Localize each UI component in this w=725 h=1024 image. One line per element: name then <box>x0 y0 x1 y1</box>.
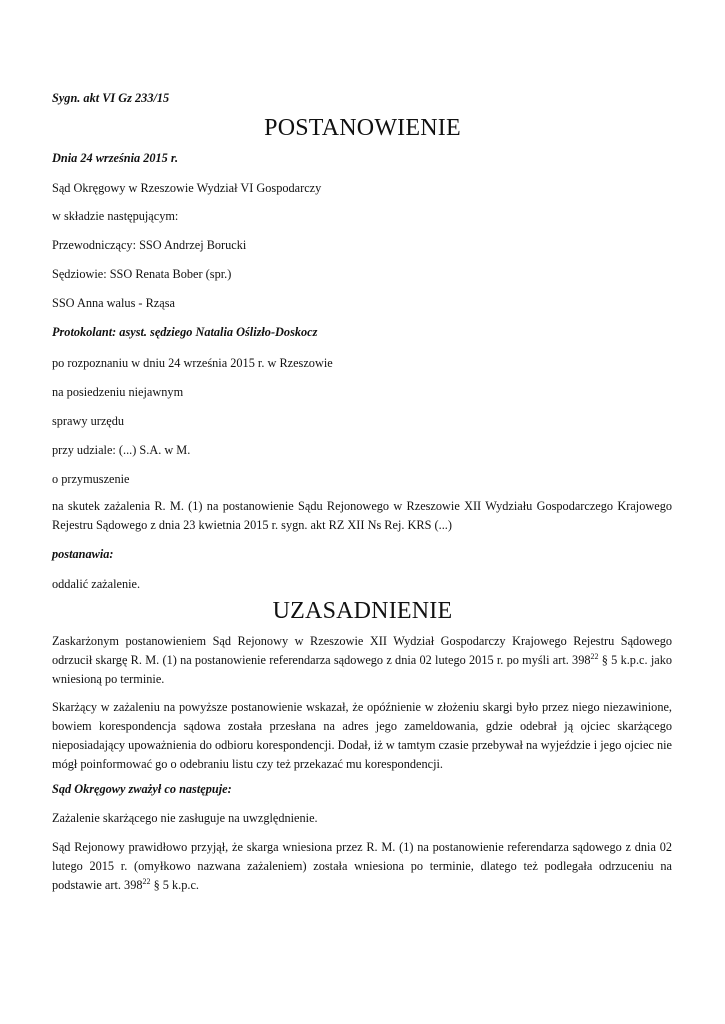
justification-title: UZASADNIENIE <box>272 598 453 624</box>
decides-label: postanawia: <box>52 547 114 561</box>
participation-line: przy udziale: (...) S.A. w M. <box>52 443 191 457</box>
court-name: Sąd Okręgowy w Rzeszowie Wydział VI Gospodarczy <box>52 181 322 195</box>
session-line: na posiedzeniu niejawnym <box>52 385 184 399</box>
case-line: sprawy urzędu <box>52 414 125 428</box>
presiding-judge: Przewodniczący: SSO Andrzej Borucki <box>52 238 247 252</box>
date-line: Dnia 24 września 2015 r. <box>52 151 179 165</box>
justification-paragraph-4: Sąd Rejonowy prawidłowo przyjął, że skarga wniesiona przez R. M. (1) na postanowienie referendarza sądowego z dnia 02 lutego 2015 r. (omyłkowo nazwana zażaleniem) została wniesiona po terminie, dlatego też podlegała odrzuceniu na podstawie art. $398^{22}$ § 5 k.p.c. <box>52 840 672 892</box>
subject-line: o przymuszenie <box>52 472 130 486</box>
judge-second: SSO Anna walus - Rząsa <box>52 296 175 310</box>
complaint-paragraph: na skutek zażalenia R. M. (1) na postanowienie Sądu Rejonowego w Rzeszowie XII Wydziału Gospodarczego Krajowego Rejestru Sądowego z dnia 23 kwietnia 2015 r. sygn. akt RZ XII Ns Rej. KRS (...) <box>52 499 672 532</box>
justification-paragraph-2: Skarżący w zażaleniu na powyższe postanowienie wskazał, że opóźnienie w złożeniu skargi było przez niego niezawinione, bowiem korespondencja sądowa została przesłana na adres jego zameldowania, gdzie odebrał ją ojciec skarżącego nieposiadający upoważnienia do odbioru korespondencji. Dodał, iż w tamtym czasie przebywał na wyjeździe i jego ojciec nie mógł poinformować go o odebraniu listu czy też przekazać mu korespondencji. <box>52 700 672 771</box>
judges: Sędziowie: SSO Renata Bober (spr.) <box>52 267 232 281</box>
composition-intro: w składzie następującym: <box>52 209 179 223</box>
case-signature: Sygn. akt VI Gz 233/15 <box>52 91 170 105</box>
court-weighed-heading: Sąd Okręgowy zważył co następuje: <box>52 782 232 796</box>
justification-paragraph-3: Zażalenie skarżącego nie zasługuje na uwzględnienie. <box>52 811 318 825</box>
justification-paragraph-1: Zaskarżonym postanowieniem Sąd Rejonowy w Rzeszowie XII Wydział Gospodarczy Krajowego Rejestru Sądowego odrzucił skargę R. M. (1) na postanowienie referendarza sądowego z dnia 02 lutego 2015 r. po myśli art. $398^{22}$ § 5 k.p.c. jako wniesioną po terminie. <box>52 634 672 686</box>
decision-text: oddalić zażalenie. <box>52 577 141 591</box>
hearing-line: po rozpoznaniu w dniu 24 września 2015 r. w Rzeszowie <box>52 356 333 370</box>
clerk: Protokolant: asyst. sędziego Natalia Oślizło-Doskocz <box>52 325 318 339</box>
decision-title: POSTANOWIENIE <box>264 115 461 141</box>
